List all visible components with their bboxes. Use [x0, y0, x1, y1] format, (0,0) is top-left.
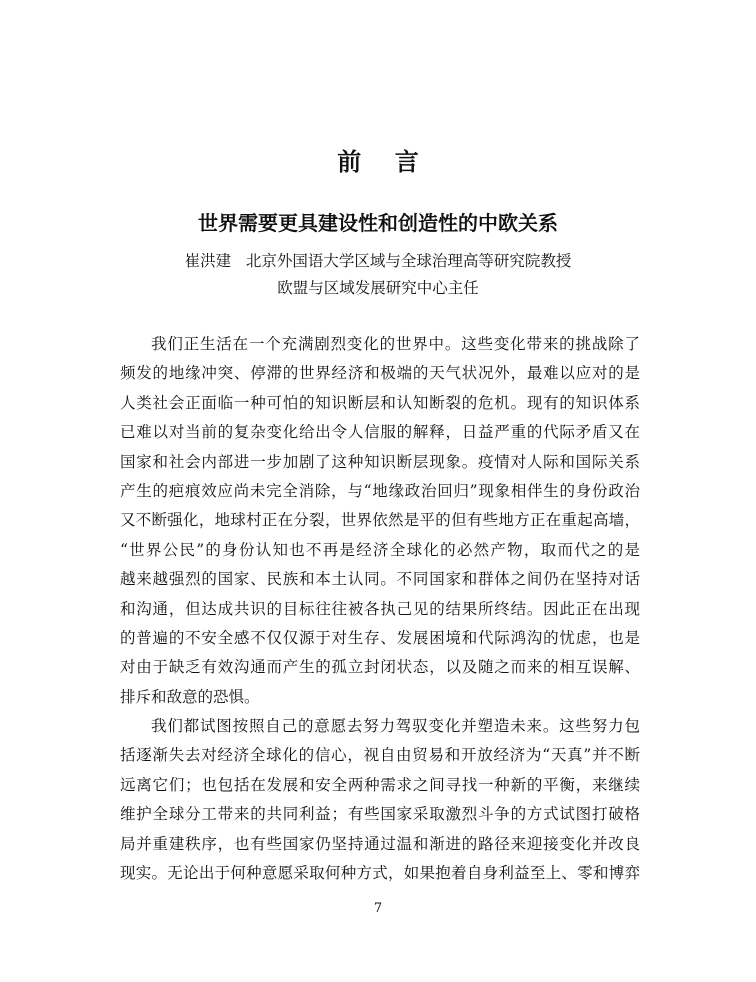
text-line: 括逐渐失去对经济全球化的信心，视自由贸易和开放经济为“天真”并不断: [120, 746, 640, 765]
author-affiliation: 欧盟与区域发展研究中心主任: [277, 279, 479, 297]
body-text: [120, 330, 640, 888]
text-line: 人类社会正面临一种可怕的知识断层和认知断裂的危机。现有的知识体系: [120, 393, 640, 412]
text-line: 已难以对当前的复杂变化给出令人信服的解释，日益严重的代际矛盾又在: [120, 423, 640, 442]
page-number: 7: [373, 901, 383, 916]
text-line: “世界公民”的身份认知也不再是经济全球化的必然产物，取而代之的是: [120, 540, 640, 559]
text-line: 又不断强化，地球村正在分裂，世界依然是平的但有些地方正在重起高墙，: [120, 511, 640, 530]
text-line: 频发的地缘冲突、停滞的世界经济和极端的天气状况外，最难以应对的是: [120, 364, 640, 383]
essay-title: 世界需要更具建设性和创造性的中欧关系: [198, 211, 558, 235]
text-line: 维护全球分工带来的共同利益；有些国家采取激烈斗争的方式试图打破格: [120, 805, 640, 824]
text-line: 和沟通，但达成共识的目标往往被各执己见的结果所终结。因此正在出现: [120, 599, 640, 618]
text-line: 对由于缺乏有效沟通而产生的孤立封闭状态，以及随之而来的相互误解、: [120, 658, 640, 677]
text-line: 局并重建秩序，也有些国家仍坚持通过温和渐进的路径来迎接变化并改良: [120, 834, 640, 853]
text-line: 现实。无论出于何种意愿采取何种方式，如果抱着自身利益至上、零和博弈: [120, 864, 640, 883]
text-line: 越来越强烈的国家、民族和本土认同。不同国家和群体之间仍在坚持对话: [120, 570, 640, 589]
text-line: 国家和社会内部进一步加剧了这种知识断层现象。疫情对人际和国际关系: [120, 452, 640, 471]
text-line: 我们都试图按照自己的意愿去努力驾驭变化并塑造未来。这些努力包: [151, 717, 640, 736]
text-line: 远离它们；也包括在发展和安全两种需求之间寻找一种新的平衡，来继续: [120, 775, 640, 794]
text-line: 我们正生活在一个充满剧烈变化的世界中。这些变化带来的挑战除了: [151, 335, 640, 353]
text-line: 排斥和敌意的恐惧。: [120, 687, 260, 706]
text-line: 的普遍的不安全感不仅仅源于对生存、发展困境和代际鸿沟的忧虑，也是: [120, 628, 640, 647]
chapter-title: 前 言: [337, 147, 419, 176]
author-byline: 崔洪建 北京外国语大学区域与全球治理高等研究院教授: [184, 252, 572, 270]
text-line: 产生的疤痕效应尚未完全消除，与“地缘政治回归”现象相伴生的身份政治: [120, 481, 640, 500]
